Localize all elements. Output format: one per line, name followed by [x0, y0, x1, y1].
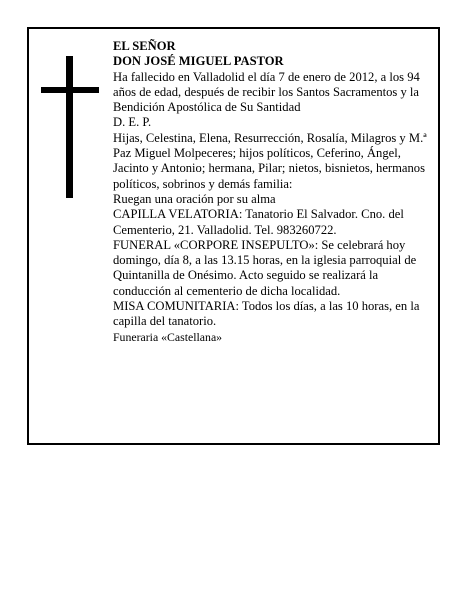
notice-text	[113, 39, 433, 345]
deceased-name: DON JOSÉ MIGUEL PASTOR	[113, 54, 284, 69]
latin-cross-icon	[41, 56, 99, 198]
funeral-home: Funeraria «Castellana»	[113, 329, 223, 344]
rip-line: D. E. P.	[113, 115, 152, 130]
cross-horizontal-bar	[41, 87, 99, 93]
chapel-info: CAPILLA VELATORIA: Tanatorio El Salvador. Cno. del Cementerio, 21. Valladolid. Tel. 983260722.	[113, 207, 404, 237]
funeral-info: FUNERAL «CORPORE INSEPULTO»: Se celebrará hoy domingo, día 8, a las 13.15 horas, en la iglesia parroquial de Quintanilla de Onésimo. Acto seguido se realizará la conducción al cementerio de dicha localidad.	[113, 237, 417, 298]
obituary-notice	[27, 27, 440, 445]
mass-info: MISA COMUNITARIA: Todos los días, a las 10 horas, en la capilla del tanatorio.	[113, 299, 420, 329]
death-announcement: Ha fallecido en Valladolid el día 7 de enero de 2012, a los 94 años de edad, después de recibir los Santos Sacramentos y la Bendición Apostólica de Su Santidad	[113, 69, 420, 115]
notice-title: EL SEÑOR	[113, 39, 176, 53]
prayer-request: Ruegan una oración por su alma	[113, 191, 276, 206]
family-list: Hijas, Celestina, Elena, Resurrección, Rosalía, Milagros y M.ª Paz Miguel Molpeceres; hijos políticos, Ceferino, Ángel, Jacinto y Antonio; hermana, Pilar; nietos, bisnietos, hermanos políticos, sobrinos y demás familia:	[113, 130, 427, 191]
cross-vertical-bar	[66, 56, 73, 198]
